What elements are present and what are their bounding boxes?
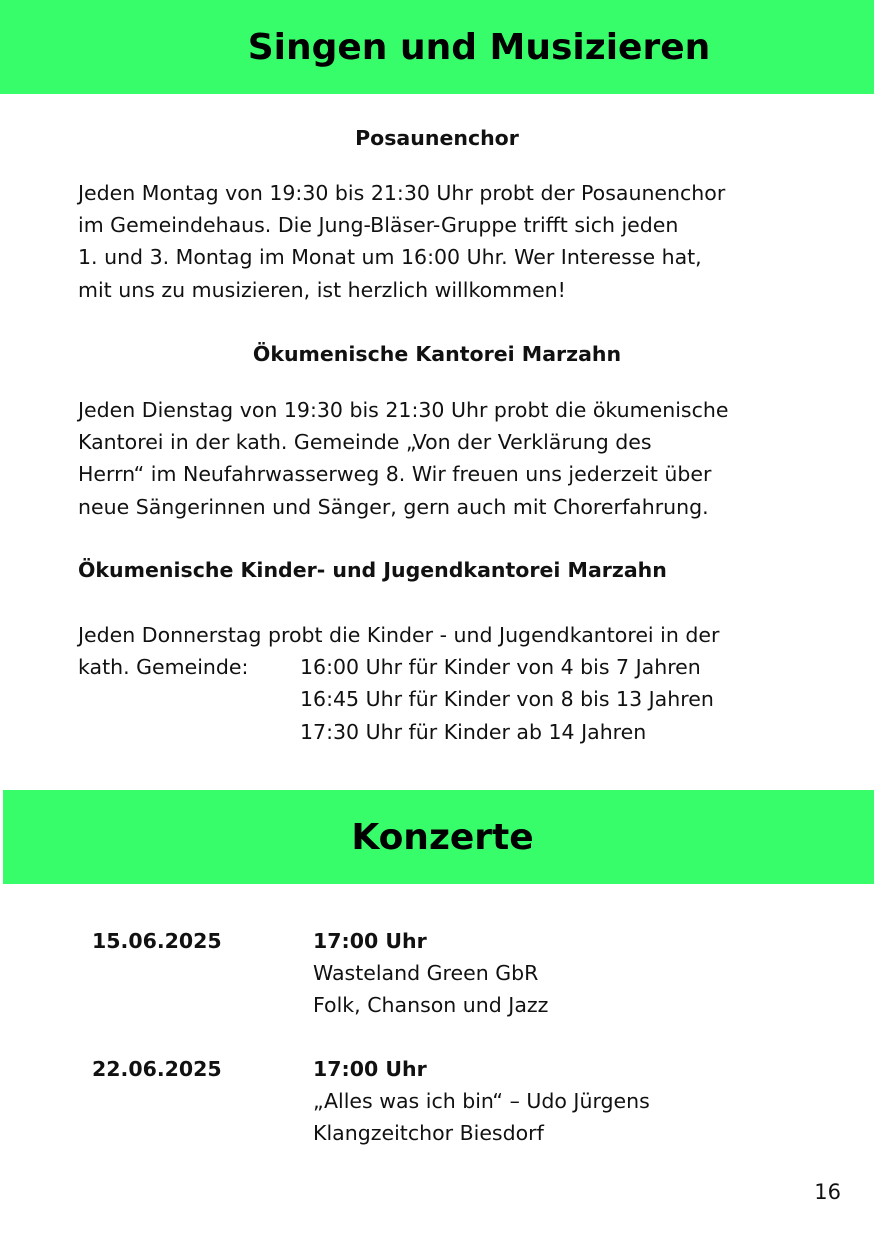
paragraph-line: Herrn“ im Neufahrwasserweg 8. Wir freuen uns jederzeit über (78, 462, 712, 487)
schedule-time: 16:45 Uhr für Kinder von 8 bis 13 Jahren (300, 687, 714, 712)
schedule-row (78, 651, 719, 683)
kantorei-heading: Ökumenische Kantorei Marzahn (252, 342, 622, 366)
kinderkantorei-schedule (78, 619, 719, 748)
concert-line: Folk, Chanson und Jazz (313, 993, 549, 1018)
paragraph-line: neue Sängerinnen und Sänger, gern auch mit Chorerfahrung. (78, 494, 709, 519)
paragraph-line: Jeden Dienstag von 19:30 bis 21:30 Uhr probt die ökumenische (78, 398, 729, 422)
concert-time: 17:00 Uhr (313, 1057, 427, 1081)
schedule-intro (78, 619, 719, 651)
page-number: 16 (814, 1180, 841, 1204)
concert-line: Klangzeitchor Biesdorf (313, 1121, 544, 1146)
schedule-time: 16:00 Uhr für Kinder von 4 bis 7 Jahren (300, 655, 701, 680)
concert-date: 22.06.2025 (92, 1057, 222, 1081)
section-banner-concerts (3, 790, 874, 884)
concert-line: Wasteland Green GbR (313, 961, 539, 986)
schedule-row (78, 683, 719, 715)
schedule-label: kath. Gemeinde: (78, 655, 249, 680)
section-title: Singen und Musizieren (247, 26, 711, 68)
concert-info (313, 925, 548, 1022)
paragraph-line: Kantorei in der kath. Gemeinde „Von der Verklärung des (78, 430, 652, 455)
posaunenchor-text (78, 177, 838, 306)
paragraph-line: Jeden Montag von 19:30 bis 21:30 Uhr probt der Posaunenchor (78, 181, 726, 205)
section-title: Konzerte (351, 816, 534, 858)
section-banner-singing (0, 0, 874, 94)
schedule-intro-text: Jeden Donnerstag probt die Kinder - und Jugendkantorei in der (78, 623, 720, 647)
concert-date: 15.06.2025 (92, 929, 222, 953)
concert-line: „Alles was ich bin“ – Udo Jürgens (313, 1089, 650, 1114)
schedule-row (78, 716, 719, 748)
kinderkantorei-heading: Ökumenische Kinder- und Jugendkantorei Marzahn (78, 558, 667, 582)
concert-info (313, 1053, 650, 1150)
schedule-time: 17:30 Uhr für Kinder ab 14 Jahren (300, 719, 647, 744)
paragraph-line: mit uns zu musizieren, ist herzlich willkommen! (78, 277, 566, 302)
concert-time: 17:00 Uhr (313, 929, 427, 953)
posaunenchor-heading: Posaunenchor (355, 126, 519, 150)
paragraph-line: 1. und 3. Montag im Monat um 16:00 Uhr. Wer Interesse hat, (78, 245, 702, 270)
paragraph-line: im Gemeindehaus. Die Jung-Bläser-Gruppe trifft sich jeden (78, 213, 679, 238)
kantorei-text (78, 394, 838, 523)
